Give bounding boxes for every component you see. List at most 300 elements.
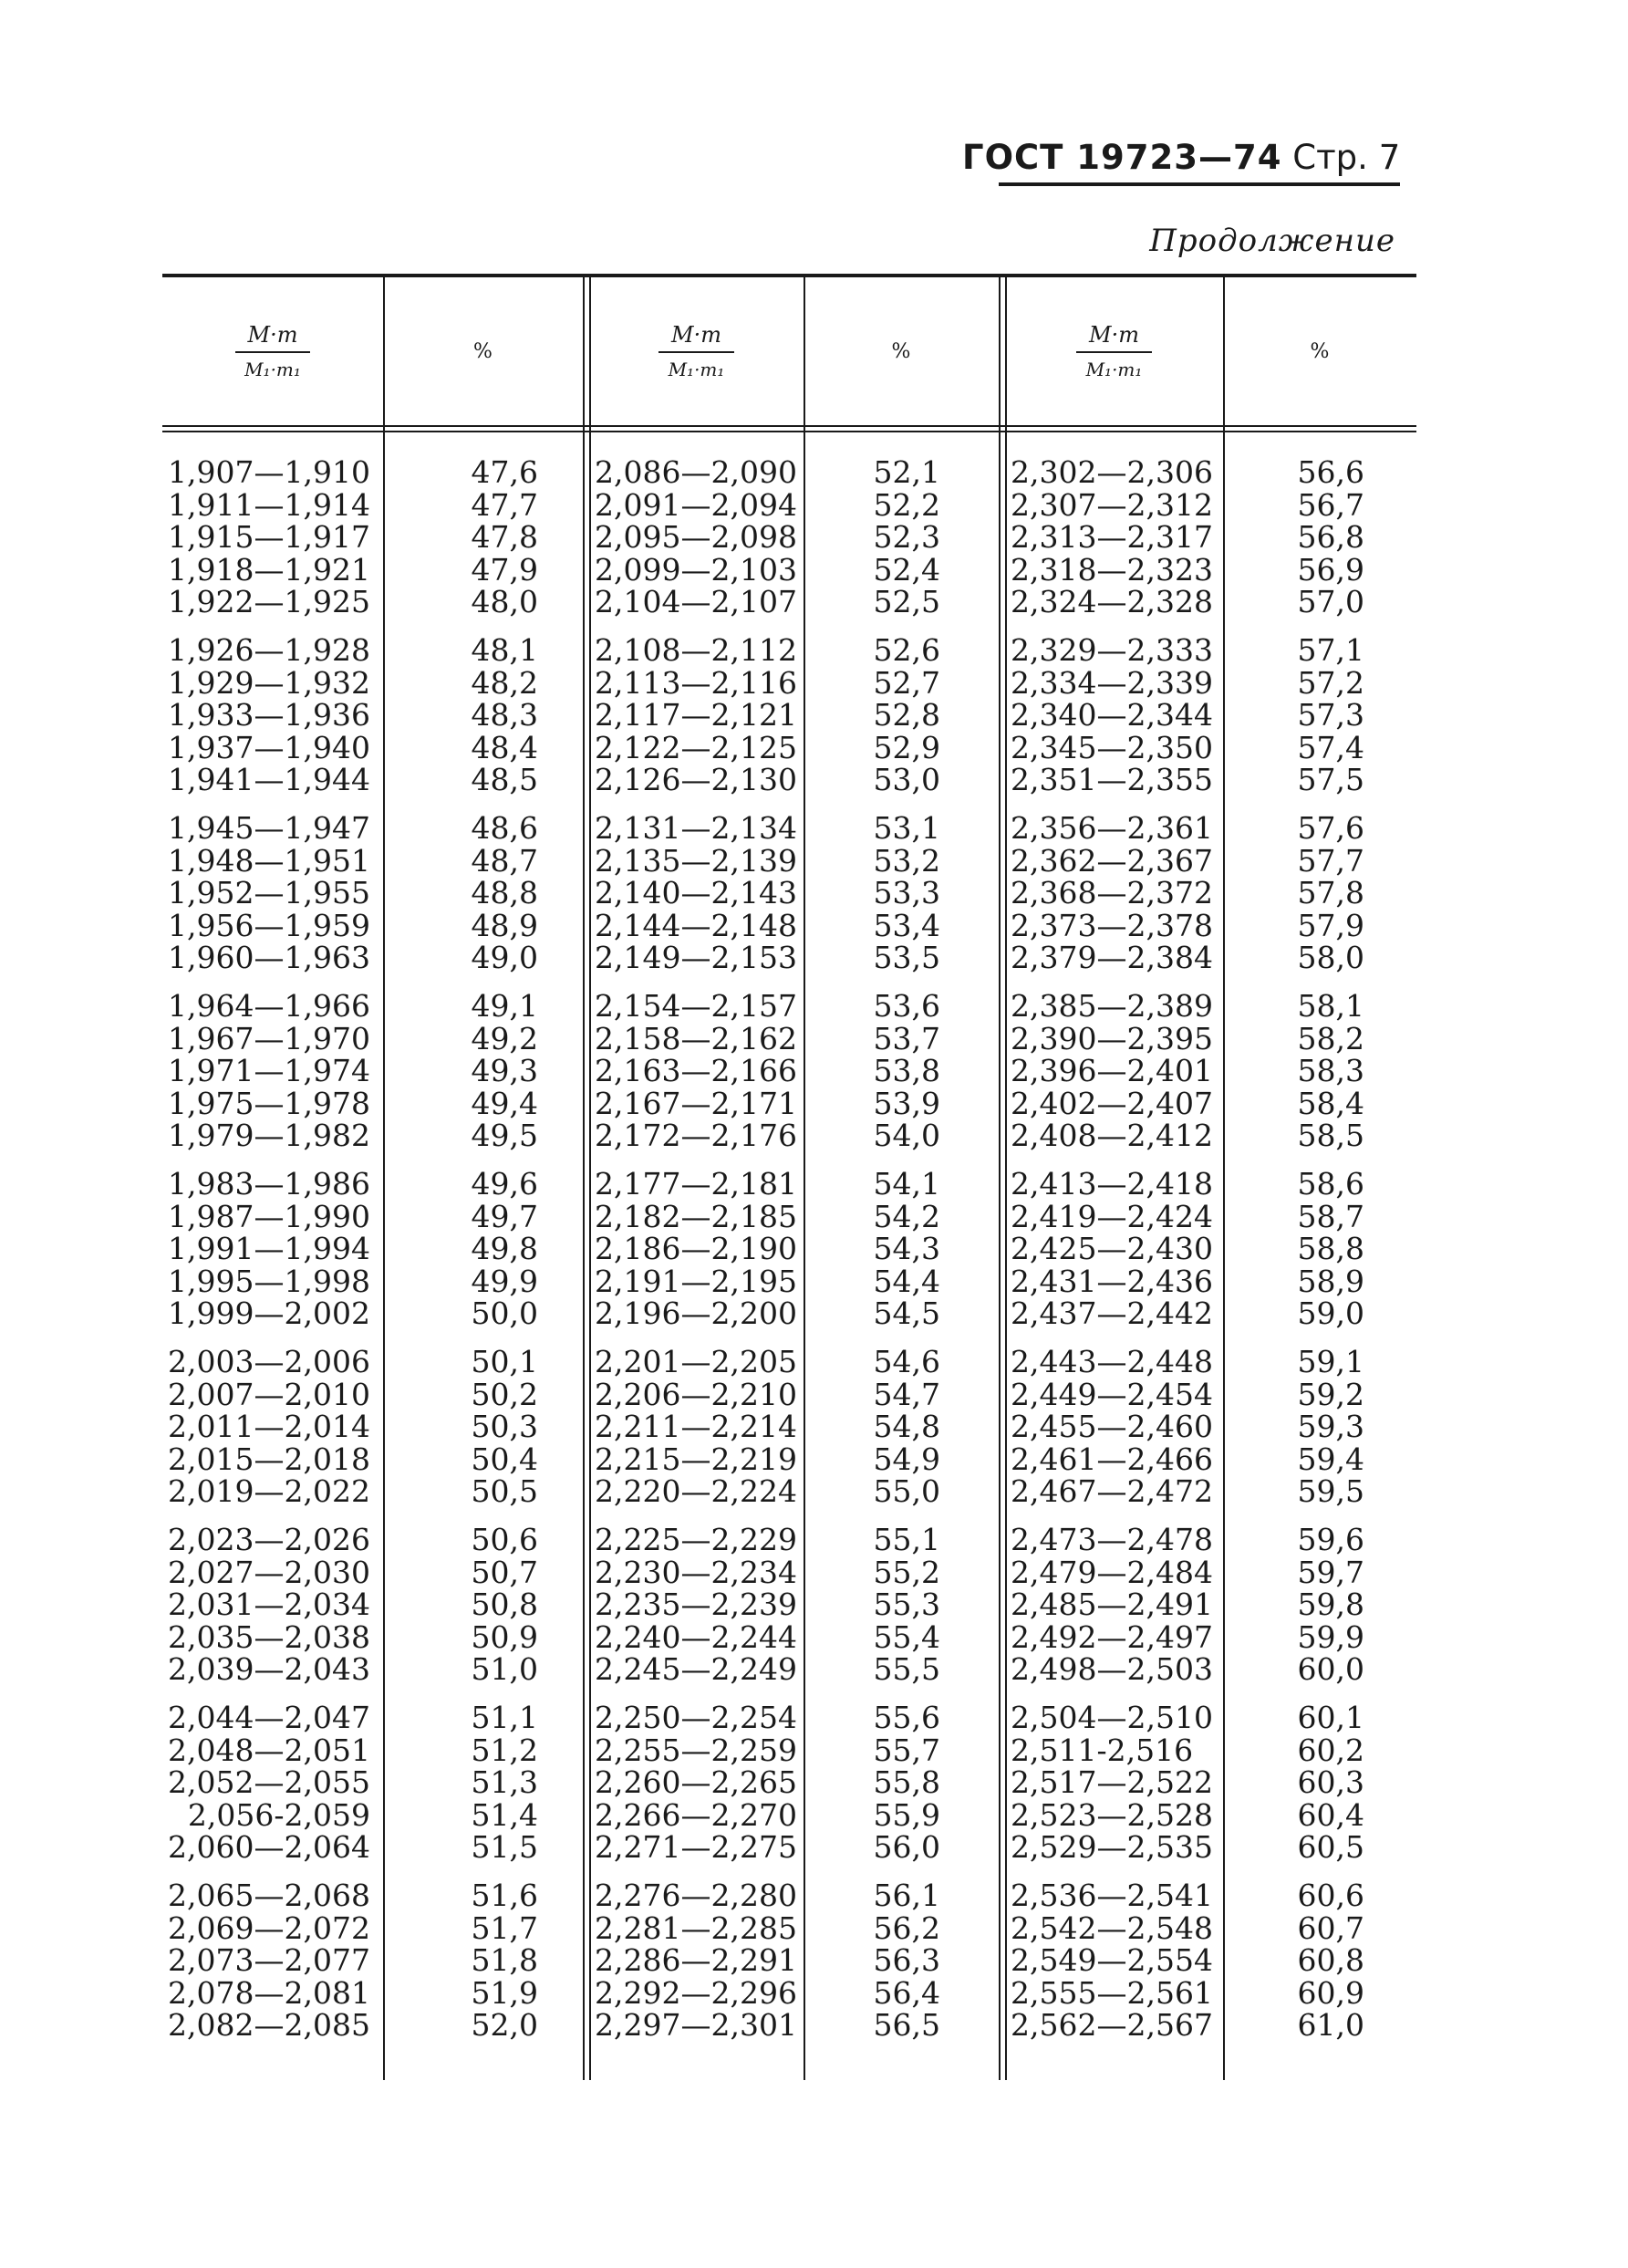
percent-value: 53,5 — [873, 940, 940, 975]
ratio-range: 2,031—2,034 — [168, 1587, 370, 1622]
ratio-range: 1,907—1,910 — [168, 454, 370, 490]
percent-value: 48,8 — [471, 875, 538, 910]
ratio-range: 2,230—2,234 — [595, 1554, 797, 1590]
percent-value: 56,7 — [1297, 486, 1364, 523]
ratio-range: 2,408—2,412 — [1011, 1118, 1213, 1153]
percent-value: 59,7 — [1297, 1554, 1364, 1590]
percent-value: 52,6 — [873, 632, 940, 668]
ratio-range: 1,922—1,925 — [168, 584, 370, 619]
ratio-range: 2,351—2,355 — [1011, 762, 1213, 797]
percent-value: 50,5 — [471, 1473, 538, 1509]
ratio-range: 2,324—2,328 — [1011, 584, 1213, 619]
percent-value: 48,6 — [471, 810, 538, 846]
percent-value: 52,1 — [873, 454, 940, 490]
ratio-range: 1,991—1,994 — [168, 1231, 370, 1266]
percent-value: 55,7 — [873, 1732, 940, 1768]
ratio-range: 2,126—2,130 — [595, 762, 797, 797]
percent-value: 58,6 — [1297, 1166, 1364, 1202]
ratio-range: 2,211—2,214 — [595, 1409, 797, 1444]
percent-value: 54,2 — [873, 1198, 940, 1234]
ratio-range: 2,373—2,378 — [1011, 907, 1213, 943]
ratio-range: 2,113—2,116 — [595, 664, 797, 701]
ratio-range: 1,952—1,955 — [168, 875, 370, 910]
table-row — [162, 1831, 1416, 1863]
ratio-range: 2,479—2,484 — [1011, 1554, 1213, 1590]
ratio-numerator: M·m — [1076, 322, 1152, 353]
ratio-range: 2,015—2,018 — [168, 1441, 370, 1477]
ratio-range: 2,131—2,134 — [595, 810, 797, 846]
percent-value: 58,2 — [1297, 1020, 1364, 1056]
percent-value: 59,5 — [1297, 1473, 1364, 1509]
percent-value: 57,5 — [1297, 762, 1364, 797]
percent-value: 50,2 — [471, 1376, 538, 1412]
page-number: Стр. 7 — [1292, 138, 1401, 177]
ratio-range: 2,517—2,522 — [1011, 1764, 1213, 1800]
ratio-denominator: M₁·m₁ — [1085, 359, 1143, 380]
percent-value: 59,6 — [1297, 1522, 1364, 1557]
ratio-range: 2,154—2,157 — [595, 988, 797, 1024]
ratio-range: 2,056-2,059 — [187, 1796, 370, 1833]
ratio-range: 2,329—2,333 — [1011, 632, 1213, 668]
ratio-range: 2,396—2,401 — [1011, 1053, 1213, 1088]
percent-value: 56,2 — [873, 1909, 940, 1946]
table-row — [162, 1055, 1416, 1087]
table-row — [162, 486, 1416, 523]
ratio-range: 1,979—1,982 — [168, 1118, 370, 1153]
percent-value: 59,3 — [1297, 1409, 1364, 1444]
percent-value: 60,4 — [1297, 1796, 1364, 1833]
percent-value: 54,1 — [873, 1166, 940, 1202]
page-header — [962, 137, 1400, 179]
percent-value: 51,4 — [471, 1796, 538, 1833]
percent-value: 58,0 — [1297, 940, 1364, 975]
table-row — [162, 1265, 1416, 1297]
ratio-range: 2,023—2,026 — [168, 1522, 370, 1557]
percent-value: 53,8 — [873, 1053, 940, 1088]
ratio-range: 2,492—2,497 — [1011, 1618, 1213, 1655]
percent-value: 55,3 — [873, 1587, 940, 1622]
percent-value: 54,9 — [873, 1441, 940, 1477]
ratio-range: 1,971—1,974 — [168, 1053, 370, 1088]
ratio-range: 2,035—2,038 — [168, 1618, 370, 1655]
table-row — [162, 1653, 1416, 1685]
table-row — [162, 1410, 1416, 1442]
percent-value: 52,9 — [873, 729, 940, 765]
percent-value: 49,4 — [471, 1085, 538, 1121]
percent-value: 56,0 — [873, 1829, 940, 1865]
percent-value: 49,7 — [471, 1198, 538, 1234]
percent-value: 58,4 — [1297, 1085, 1364, 1121]
ratio-denominator: M₁·m₁ — [668, 359, 725, 380]
ratio-range: 2,044—2,047 — [168, 1700, 370, 1735]
percent-value: 52,8 — [873, 697, 940, 733]
table-row — [162, 990, 1416, 1022]
ratio-range: 2,201—2,205 — [595, 1344, 797, 1379]
ratio-range: 2,019—2,022 — [168, 1473, 370, 1509]
table-row — [162, 551, 1416, 588]
ratio-range: 2,135—2,139 — [595, 842, 797, 879]
percent-value: 52,5 — [873, 584, 940, 619]
ratio-range: 2,167—2,171 — [595, 1085, 797, 1121]
table-row — [162, 942, 1416, 973]
column-header-percent-1: % — [473, 339, 493, 363]
table-row — [162, 812, 1416, 844]
ratio-range: 2,140—2,143 — [595, 875, 797, 910]
percent-value: 60,6 — [1297, 1878, 1364, 1913]
percent-value: 55,1 — [873, 1522, 940, 1557]
percent-value: 54,0 — [873, 1118, 940, 1153]
percent-value: 55,9 — [873, 1796, 940, 1833]
percent-value: 55,6 — [873, 1700, 940, 1735]
column-header-ratio-3 — [1005, 310, 1223, 392]
percent-value: 58,1 — [1297, 988, 1364, 1024]
percent-value: 50,8 — [471, 1587, 538, 1622]
ratio-range: 1,960—1,963 — [168, 940, 370, 975]
percent-value: 53,1 — [873, 810, 940, 846]
ratio-range: 2,245—2,249 — [595, 1651, 797, 1687]
percent-value: 51,0 — [471, 1651, 538, 1687]
ratio-range: 2,266—2,270 — [595, 1796, 797, 1833]
ratio-range: 1,933—1,936 — [168, 697, 370, 733]
percent-value: 48,3 — [471, 697, 538, 733]
percent-value: 49,6 — [471, 1166, 538, 1202]
percent-value: 54,8 — [873, 1409, 940, 1444]
ratio-range: 2,186—2,190 — [595, 1231, 797, 1266]
ratio-range: 1,911—1,914 — [168, 486, 370, 523]
ratio-range: 2,250—2,254 — [595, 1700, 797, 1735]
percent-value: 48,7 — [471, 842, 538, 879]
percent-value: 54,5 — [873, 1295, 940, 1331]
ratio-range: 2,091—2,094 — [595, 486, 797, 523]
ratio-range: 2,172—2,176 — [595, 1118, 797, 1153]
percent-value: 52,4 — [873, 551, 940, 588]
ratio-range: 1,945—1,947 — [168, 810, 370, 846]
ratio-range: 1,956—1,959 — [168, 907, 370, 943]
percent-value: 51,6 — [471, 1878, 538, 1913]
percent-value: 51,1 — [471, 1700, 538, 1735]
ratio-range: 1,987—1,990 — [168, 1198, 370, 1234]
percent-value: 50,1 — [471, 1344, 538, 1379]
percent-value: 53,6 — [873, 988, 940, 1024]
table-row — [162, 2009, 1416, 2041]
ratio-range: 2,276—2,280 — [595, 1878, 797, 1913]
ratio-range: 2,362—2,367 — [1011, 842, 1213, 879]
ratio-range: 2,117—2,121 — [595, 697, 797, 733]
table-row — [162, 1119, 1416, 1151]
table-row — [162, 1168, 1416, 1200]
ratio-range: 2,191—2,195 — [595, 1263, 797, 1299]
percent-value: 52,3 — [873, 519, 940, 555]
table-row — [162, 877, 1416, 909]
ratio-range: 2,240—2,244 — [595, 1618, 797, 1655]
ratio-range: 2,095—2,098 — [595, 519, 797, 555]
ratio-range: 2,379—2,384 — [1011, 940, 1213, 975]
table-row — [162, 1378, 1416, 1410]
table-row — [162, 1618, 1416, 1655]
percent-value: 58,8 — [1297, 1231, 1364, 1266]
ratio-range: 2,060—2,064 — [168, 1829, 370, 1865]
percent-value: 53,0 — [873, 762, 940, 797]
ratio-numerator: M·m — [235, 322, 311, 353]
percent-value: 49,8 — [471, 1231, 538, 1266]
standard-number: ГОСТ 19723—74 — [962, 138, 1282, 177]
ratio-range: 2,529—2,535 — [1011, 1829, 1213, 1865]
ratio-range: 2,065—2,068 — [168, 1878, 370, 1913]
ratio-range: 2,307—2,312 — [1011, 486, 1213, 523]
percent-value: 55,0 — [873, 1473, 940, 1509]
ratio-range: 2,419—2,424 — [1011, 1198, 1213, 1234]
ratio-range: 2,271—2,275 — [595, 1829, 797, 1865]
ratio-range: 2,052—2,055 — [168, 1764, 370, 1800]
percent-value: 53,9 — [873, 1085, 940, 1121]
table-row — [162, 664, 1416, 701]
percent-value: 51,8 — [471, 1942, 538, 1978]
ratio-range: 2,281—2,285 — [595, 1909, 797, 1946]
percent-value: 51,5 — [471, 1829, 538, 1865]
ratio-range: 2,220—2,224 — [595, 1473, 797, 1509]
percent-value: 61,0 — [1297, 2007, 1364, 2043]
table-row — [162, 1087, 1416, 1119]
percent-value: 60,8 — [1297, 1942, 1364, 1978]
percent-value: 57,4 — [1297, 729, 1364, 765]
ratio-range: 2,318—2,323 — [1011, 551, 1213, 588]
table-row — [162, 1944, 1416, 1976]
ratio-range: 2,511-2,516 — [1011, 1732, 1194, 1768]
ratio-range: 2,007—2,010 — [168, 1376, 370, 1412]
percent-value: 47,6 — [471, 454, 538, 490]
ratio-range: 2,078—2,081 — [168, 1974, 370, 2011]
percent-value: 50,7 — [471, 1554, 538, 1590]
ratio-range: 2,215—2,219 — [595, 1441, 797, 1477]
percent-value: 55,4 — [873, 1618, 940, 1655]
percent-value: 50,9 — [471, 1618, 538, 1655]
table-row — [162, 1556, 1416, 1588]
ratio-range: 2,286—2,291 — [595, 1942, 797, 1978]
ratio-range: 2,485—2,491 — [1011, 1587, 1213, 1622]
ratio-range: 2,425—2,430 — [1011, 1231, 1213, 1266]
ratio-range: 2,144—2,148 — [595, 907, 797, 943]
percent-value: 51,2 — [471, 1732, 538, 1768]
percent-value: 54,7 — [873, 1376, 940, 1412]
ratio-range: 2,555—2,561 — [1011, 1974, 1213, 2011]
ratio-range: 2,549—2,554 — [1011, 1942, 1213, 1978]
percent-value: 57,3 — [1297, 697, 1364, 733]
percent-value: 49,2 — [471, 1020, 538, 1056]
table-row — [162, 1734, 1416, 1766]
ratio-range: 2,235—2,239 — [595, 1587, 797, 1622]
percent-value: 50,4 — [471, 1441, 538, 1477]
percent-value: 48,2 — [471, 664, 538, 701]
table-row — [162, 842, 1416, 879]
percent-value: 48,9 — [471, 907, 538, 943]
table-row — [162, 1796, 1416, 1833]
table-row — [162, 1588, 1416, 1620]
ratio-range: 1,975—1,978 — [168, 1085, 370, 1121]
ratio-range: 2,536—2,541 — [1011, 1878, 1213, 1913]
percent-value: 56,1 — [873, 1878, 940, 1913]
percent-value: 59,4 — [1297, 1441, 1364, 1477]
percent-value: 49,3 — [471, 1053, 538, 1088]
continuation-label: Продолжение — [1149, 223, 1395, 259]
percent-value: 50,0 — [471, 1295, 538, 1331]
ratio-range: 2,206—2,210 — [595, 1376, 797, 1412]
percent-value: 59,8 — [1297, 1587, 1364, 1622]
percent-value: 59,0 — [1297, 1295, 1364, 1331]
table-row — [162, 586, 1416, 618]
ratio-range: 1,967—1,970 — [168, 1020, 370, 1056]
ratio-range: 2,523—2,528 — [1011, 1796, 1213, 1833]
ratio-range: 2,431—2,436 — [1011, 1263, 1213, 1299]
table-row — [162, 764, 1416, 796]
table-row — [162, 1443, 1416, 1475]
ratio-range: 2,163—2,166 — [595, 1053, 797, 1088]
data-table — [162, 274, 1416, 2080]
column-header-percent-3: % — [1310, 339, 1330, 363]
ratio-range: 2,467—2,472 — [1011, 1473, 1213, 1509]
ratio-range: 2,473—2,478 — [1011, 1522, 1213, 1557]
ratio-range: 2,122—2,125 — [595, 729, 797, 765]
ratio-range: 2,225—2,229 — [595, 1522, 797, 1557]
table-row — [162, 1701, 1416, 1733]
table-row — [162, 699, 1416, 731]
percent-value: 53,2 — [873, 842, 940, 879]
ratio-range: 2,402—2,407 — [1011, 1085, 1213, 1121]
percent-value: 49,0 — [471, 940, 538, 975]
ratio-range: 2,082—2,085 — [168, 2007, 370, 2043]
percent-value: 55,5 — [873, 1651, 940, 1687]
percent-value: 60,5 — [1297, 1829, 1364, 1865]
ratio-range: 2,073—2,077 — [168, 1942, 370, 1978]
percent-value: 58,9 — [1297, 1263, 1364, 1299]
percent-value: 58,7 — [1297, 1198, 1364, 1234]
table-top-rule — [162, 274, 1416, 277]
ratio-range: 2,255—2,259 — [595, 1732, 797, 1768]
ratio-range: 2,504—2,510 — [1011, 1700, 1213, 1735]
ratio-range: 2,334—2,339 — [1011, 664, 1213, 701]
ratio-range: 2,260—2,265 — [595, 1764, 797, 1800]
ratio-range: 2,340—2,344 — [1011, 697, 1213, 733]
ratio-range: 2,048—2,051 — [168, 1732, 370, 1768]
percent-value: 59,1 — [1297, 1344, 1364, 1379]
percent-value: 56,3 — [873, 1942, 940, 1978]
percent-value: 54,6 — [873, 1344, 940, 1379]
ratio-range: 2,449—2,454 — [1011, 1376, 1213, 1412]
percent-value: 56,5 — [873, 2007, 940, 2043]
ratio-range: 2,003—2,006 — [168, 1344, 370, 1379]
ratio-range: 2,313—2,317 — [1011, 519, 1213, 555]
percent-value: 48,1 — [471, 632, 538, 668]
ratio-range: 1,937—1,940 — [168, 729, 370, 765]
ratio-range: 1,918—1,921 — [168, 551, 370, 588]
ratio-range: 1,926—1,928 — [168, 632, 370, 668]
percent-value: 55,8 — [873, 1764, 940, 1800]
percent-value: 51,7 — [471, 1909, 538, 1946]
column-header-ratio-1 — [162, 310, 383, 392]
ratio-range: 2,292—2,296 — [595, 1974, 797, 2011]
table-row — [162, 1475, 1416, 1507]
column-header-percent-2: % — [891, 339, 911, 363]
table-row — [162, 634, 1416, 666]
percent-value: 57,2 — [1297, 664, 1364, 701]
percent-value: 60,0 — [1297, 1651, 1364, 1687]
percent-value: 52,7 — [873, 664, 940, 701]
ratio-range: 2,437—2,442 — [1011, 1295, 1213, 1331]
ratio-range: 2,345—2,350 — [1011, 729, 1213, 765]
table-row — [162, 1524, 1416, 1555]
ratio-range: 1,948—1,951 — [168, 842, 370, 879]
ratio-range: 2,158—2,162 — [595, 1020, 797, 1056]
ratio-range: 2,104—2,107 — [595, 584, 797, 619]
ratio-range: 2,108—2,112 — [595, 632, 797, 668]
header-rule-upper — [162, 425, 1416, 427]
table-row — [162, 1198, 1416, 1234]
ratio-range: 2,385—2,389 — [1011, 988, 1213, 1024]
percent-value: 57,8 — [1297, 875, 1364, 910]
ratio-range: 2,196—2,200 — [595, 1295, 797, 1331]
ratio-range: 2,039—2,043 — [168, 1651, 370, 1687]
ratio-range: 2,542—2,548 — [1011, 1909, 1213, 1946]
percent-value: 60,7 — [1297, 1909, 1364, 1946]
ratio-range: 2,455—2,460 — [1011, 1409, 1213, 1444]
percent-value: 60,3 — [1297, 1764, 1364, 1800]
percent-value: 48,0 — [471, 584, 538, 619]
table-row — [162, 521, 1416, 553]
ratio-range: 2,390—2,395 — [1011, 1020, 1213, 1056]
ratio-numerator: M·m — [658, 322, 734, 353]
table-row — [162, 1909, 1416, 1946]
percent-value: 57,1 — [1297, 632, 1364, 668]
table-row — [162, 729, 1416, 765]
percent-value: 50,3 — [471, 1409, 538, 1444]
ratio-range: 2,443—2,448 — [1011, 1344, 1213, 1379]
table-row — [162, 1297, 1416, 1329]
percent-value: 52,2 — [873, 486, 940, 523]
header-rule-lower — [162, 431, 1416, 432]
percent-value: 53,3 — [873, 875, 940, 910]
percent-value: 56,9 — [1297, 551, 1364, 588]
table-row — [162, 1974, 1416, 2011]
percent-value: 54,3 — [873, 1231, 940, 1266]
ratio-range: 2,086—2,090 — [595, 454, 797, 490]
table-row — [162, 1020, 1416, 1056]
percent-value: 56,6 — [1297, 454, 1364, 490]
percent-value: 58,5 — [1297, 1118, 1364, 1153]
percent-value: 57,0 — [1297, 584, 1364, 619]
percent-value: 49,5 — [471, 1118, 538, 1153]
table-row — [162, 1346, 1416, 1378]
ratio-range: 2,498—2,503 — [1011, 1651, 1213, 1687]
percent-value: 48,5 — [471, 762, 538, 797]
percent-value: 54,4 — [873, 1263, 940, 1299]
percent-value: 59,2 — [1297, 1376, 1364, 1412]
percent-value: 57,7 — [1297, 842, 1364, 879]
table-row — [162, 1879, 1416, 1911]
percent-value: 60,2 — [1297, 1732, 1364, 1768]
percent-value: 60,1 — [1297, 1700, 1364, 1735]
header-underline — [999, 182, 1400, 186]
percent-value: 52,0 — [471, 2007, 538, 2043]
ratio-range: 2,069—2,072 — [168, 1909, 370, 1946]
table-row — [162, 1766, 1416, 1798]
ratio-range: 1,964—1,966 — [168, 988, 370, 1024]
percent-value: 48,4 — [471, 729, 538, 765]
percent-value: 49,1 — [471, 988, 538, 1024]
table-row — [162, 1233, 1416, 1264]
table-row — [162, 907, 1416, 943]
ratio-range: 1,983—1,986 — [168, 1166, 370, 1202]
percent-value: 53,4 — [873, 907, 940, 943]
ratio-range: 2,302—2,306 — [1011, 454, 1213, 490]
